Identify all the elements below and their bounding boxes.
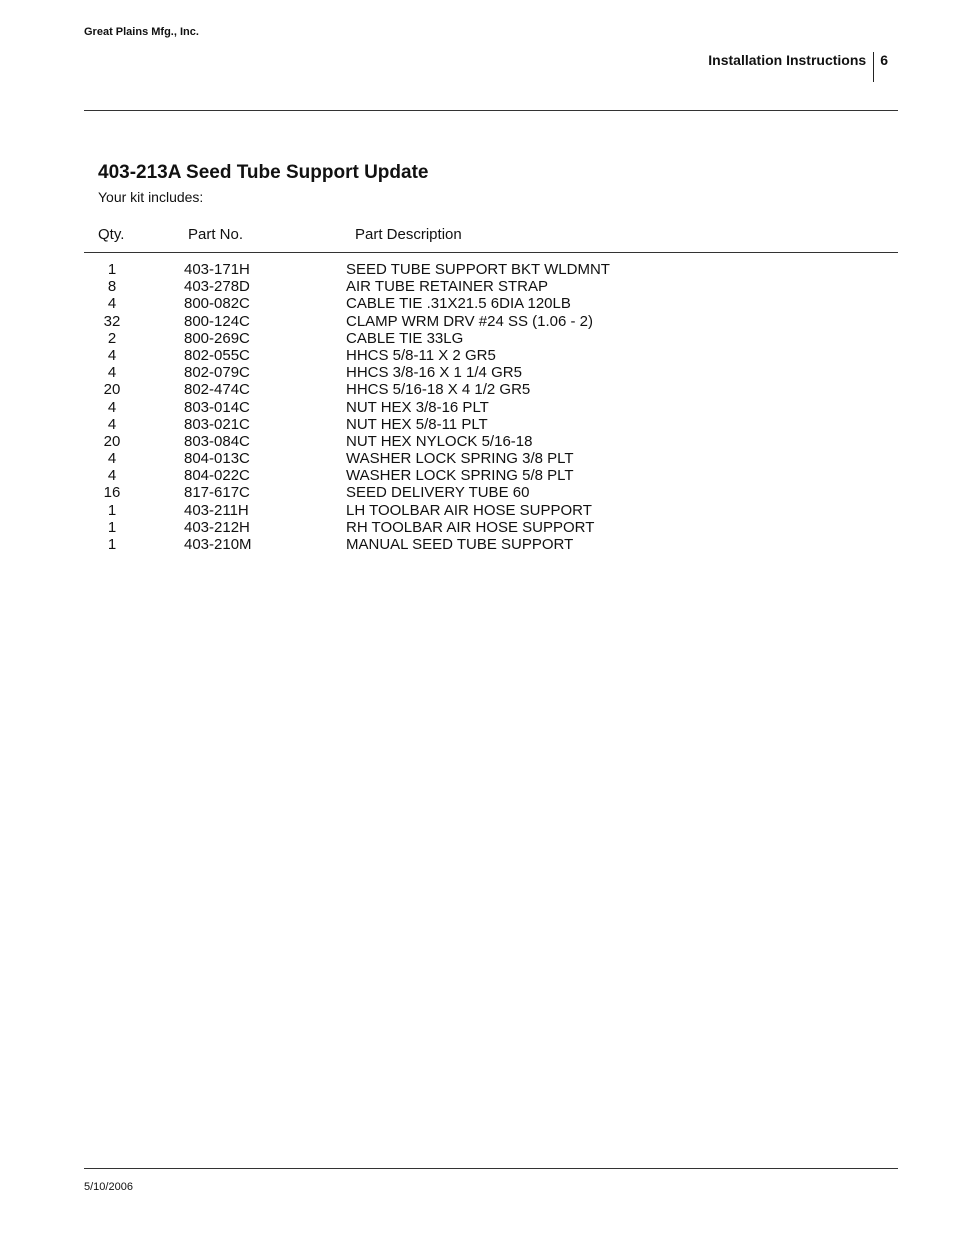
description-cell: SEED TUBE SUPPORT BKT WLDMNT [346,261,610,278]
column-header-description: Part Description [355,226,462,243]
page-header [708,52,888,82]
description-cell: WASHER LOCK SPRING 5/8 PLT [346,467,574,485]
table-row [84,381,898,398]
description-cell: NUT HEX NYLOCK 5/16-18 [346,432,533,450]
part-no-cell: 800-269C [184,329,250,347]
part-no-cell: 403-211H [184,501,249,519]
column-header-part-no: Part No. [188,226,244,243]
part-no-cell: 403-212H [184,518,250,536]
column-header-qty: Qty. [98,226,125,243]
table-row [84,416,898,433]
part-no-cell: 802-079C [184,364,250,382]
company-name: Great Plains Mfg., Inc. [84,26,199,38]
part-no-cell: 802-474C [184,381,250,399]
part-no-cell: 403-210M [184,536,252,553]
table-row [84,278,898,295]
description-cell: LH TOOLBAR AIR HOSE SUPPORT [346,501,592,519]
table-row [84,536,898,553]
description-cell: CABLE TIE .31X21.5 6DIA 120LB [346,295,571,313]
table-row [84,450,898,467]
qty-cell: 1 [107,501,117,519]
description-cell: CLAMP WRM DRV #24 SS (1.06 - 2) [346,312,594,330]
section-title: Installation Instructions [708,52,867,68]
part-no-cell: 403-171H [184,261,250,278]
table-row [84,399,898,416]
qty-cell: 4 [107,398,117,416]
description-cell: MANUAL SEED TUBE SUPPORT [346,536,574,553]
qty-cell: 32 [103,312,121,330]
part-no-cell: 803-014C [184,398,250,416]
description-cell: WASHER LOCK SPRING 3/8 PLT [346,450,574,468]
description-cell: HHCS 3/8-16 X 1 1/4 GR5 [346,364,522,382]
qty-cell: 4 [107,467,117,485]
part-no-cell: 800-082C [184,295,250,313]
header-rule [84,110,898,111]
table-row [84,261,898,278]
table-row [84,364,898,381]
table-row [84,347,898,364]
part-no-cell: 804-022C [184,467,250,485]
parts-list [84,261,898,553]
part-no-cell: 802-055C [184,346,250,364]
qty-cell: 20 [103,381,121,399]
header-divider [873,52,874,82]
table-row [84,467,898,484]
qty-cell: 4 [107,346,117,364]
description-cell: RH TOOLBAR AIR HOSE SUPPORT [346,518,595,536]
page-number: 6 [880,52,888,68]
part-no-cell: 804-013C [184,450,250,468]
qty-cell: 1 [107,518,117,536]
description-cell: SEED DELIVERY TUBE 60 [346,484,530,502]
qty-cell: 16 [103,484,121,502]
part-no-cell: 817-617C [184,484,250,502]
table-row [84,330,898,347]
description-cell: HHCS 5/16-18 X 4 1/2 GR5 [346,381,531,399]
part-no-cell: 803-084C [184,432,250,450]
table-row [84,313,898,330]
kit-title: 403-213A Seed Tube Support Update [98,162,429,183]
table-row [84,519,898,536]
qty-cell: 4 [107,415,117,433]
qty-cell: 2 [107,329,117,347]
description-cell: NUT HEX 3/8-16 PLT [346,398,489,416]
qty-cell: 1 [107,536,117,553]
part-no-cell: 803-021C [184,415,250,433]
qty-cell: 1 [107,261,117,278]
part-no-cell: 403-278D [184,278,250,296]
part-no-cell: 800-124C [184,312,250,330]
kit-subtitle: Your kit includes: [98,189,204,205]
description-cell: CABLE TIE 33LG [346,329,464,347]
description-cell: AIR TUBE RETAINER STRAP [346,278,548,296]
qty-cell: 4 [107,364,117,382]
footer-rule [84,1168,898,1169]
table-row [84,502,898,519]
qty-cell: 4 [107,450,117,468]
table-row [84,433,898,450]
qty-cell: 8 [107,278,117,296]
description-cell: NUT HEX 5/8-11 PLT [346,415,488,433]
table-row [84,484,898,501]
description-cell: HHCS 5/8-11 X 2 GR5 [346,346,496,364]
footer-date: 5/10/2006 [84,1181,133,1193]
table-header-rule [84,252,898,253]
table-row [84,295,898,312]
qty-cell: 4 [107,295,117,313]
qty-cell: 20 [103,432,121,450]
